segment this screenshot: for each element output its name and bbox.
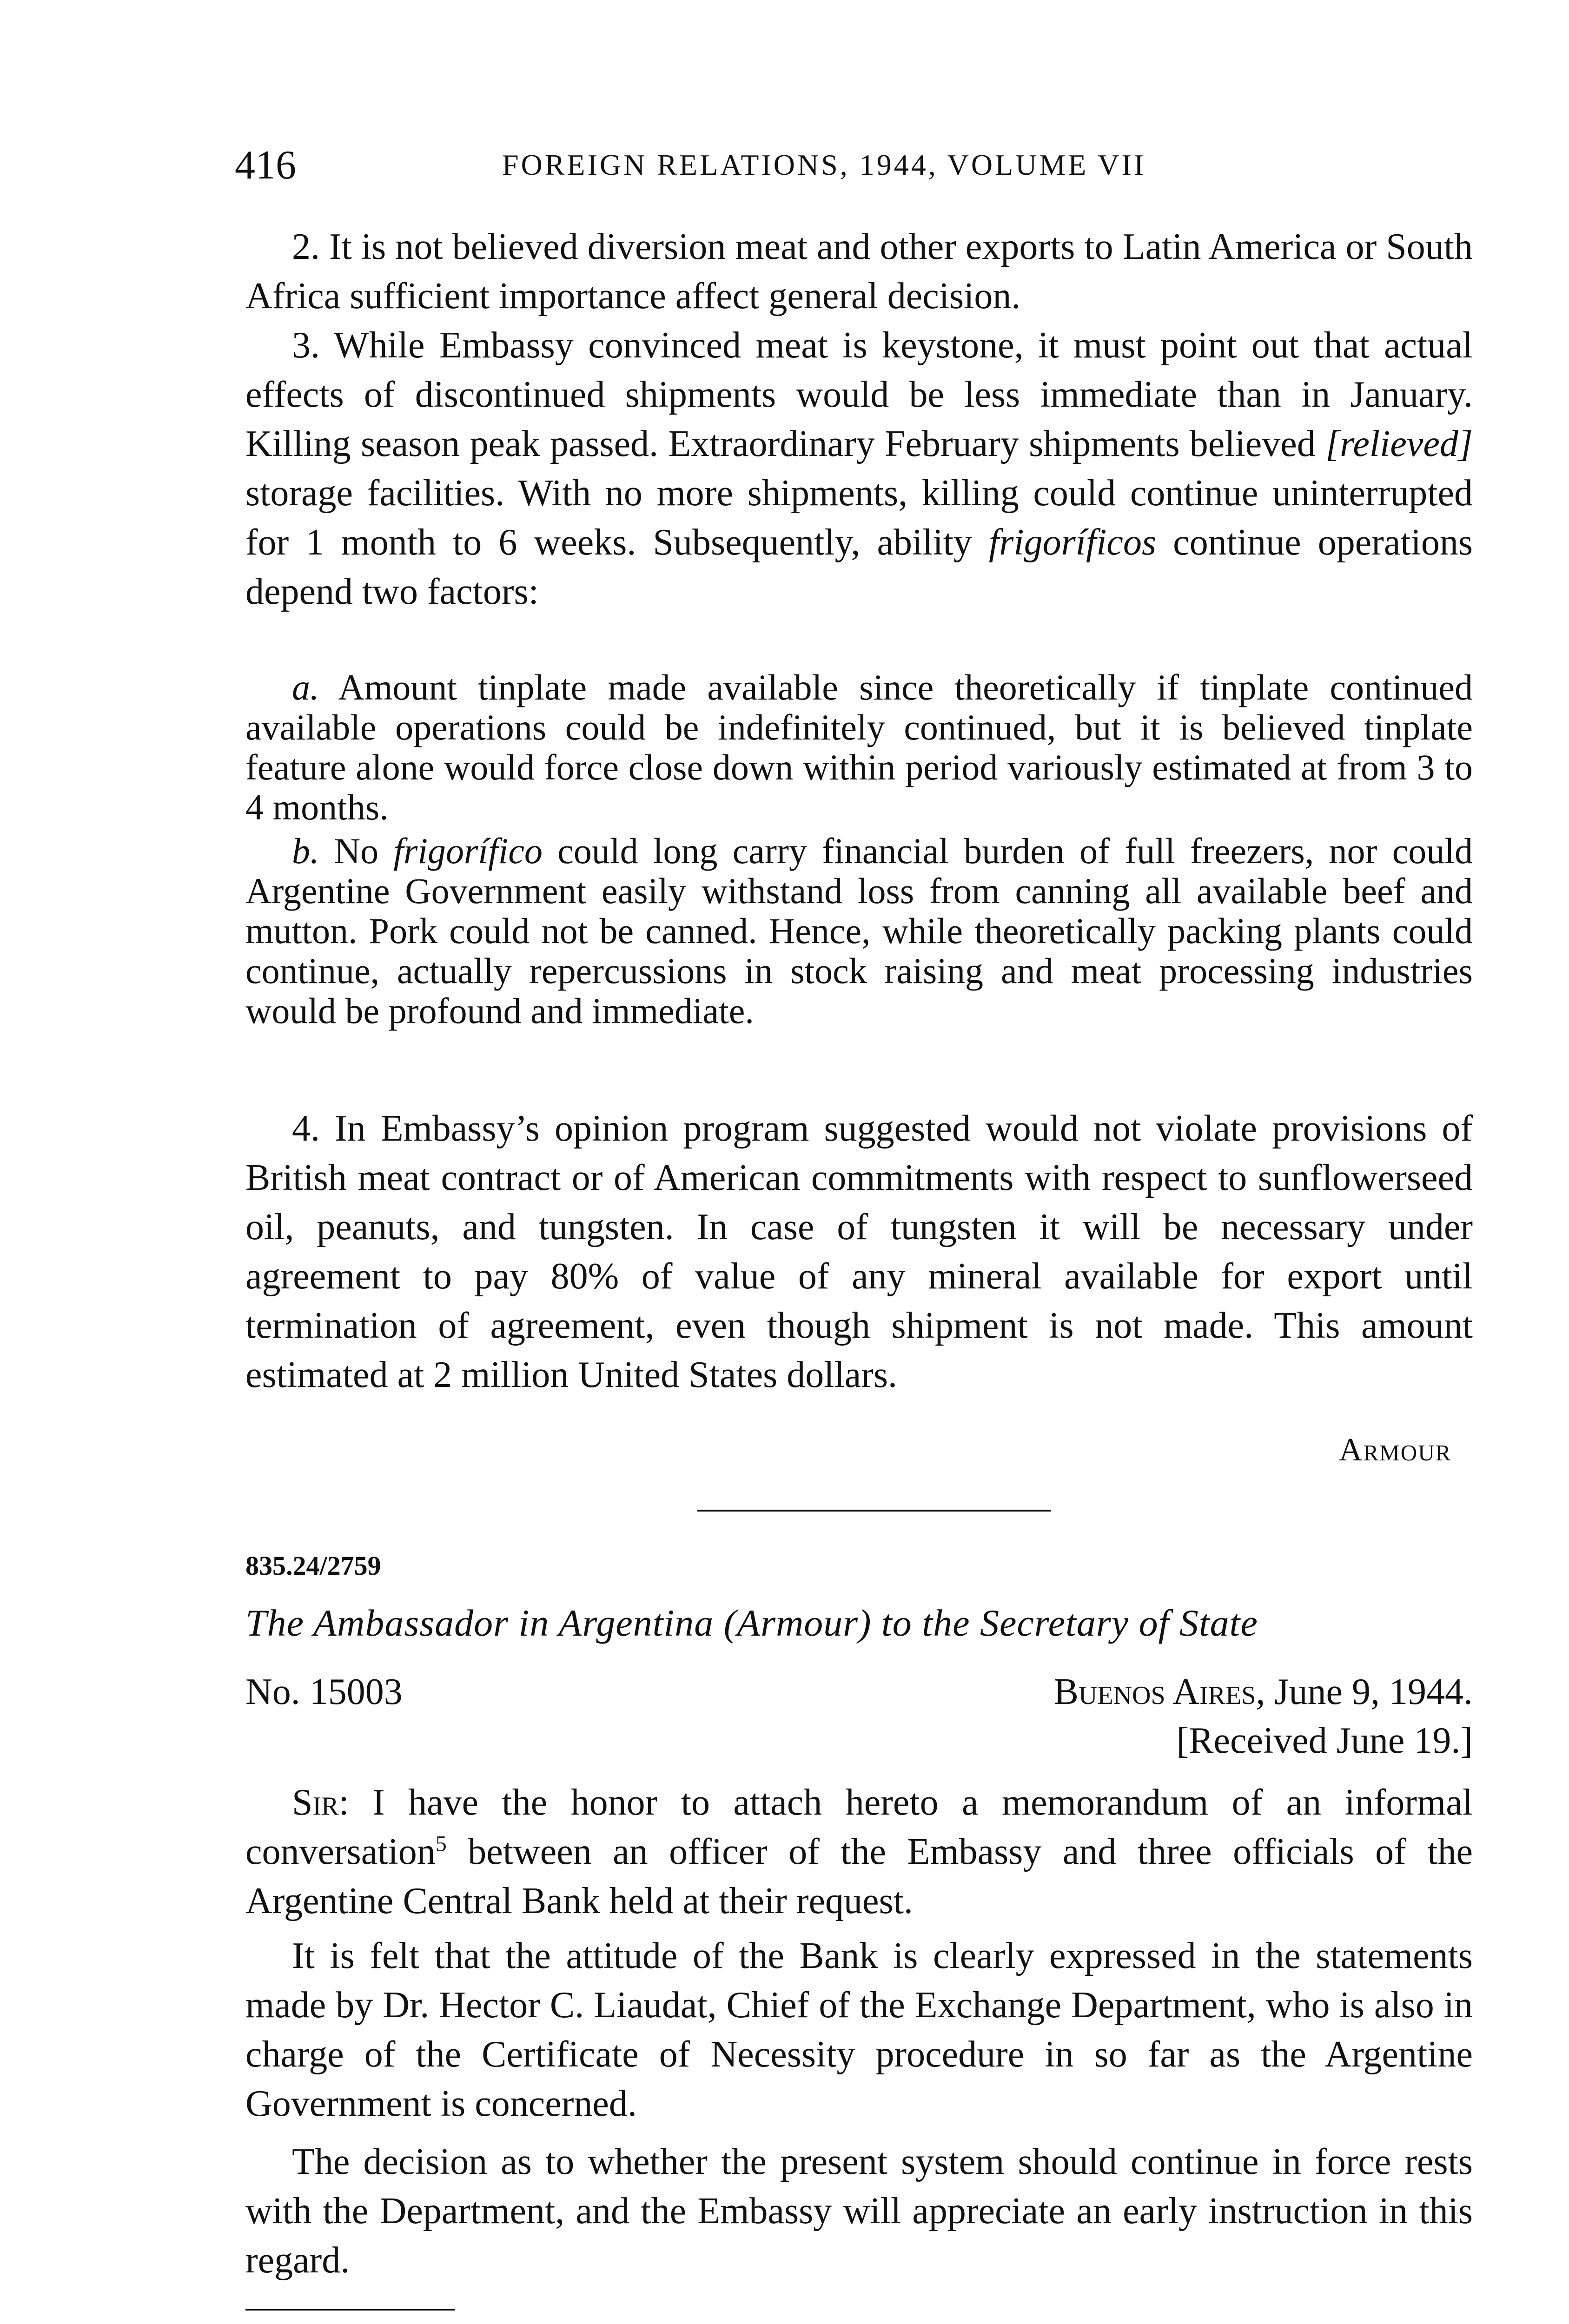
place-and-date xyxy=(1054,1671,1473,1713)
received-date: [Received June 19.] xyxy=(1176,1720,1473,1761)
running-title: FOREIGN RELATIONS, 1944, VOLUME VII xyxy=(502,148,1146,181)
paragraph-4: 4. In Embassy’s opinion program suggested would not violate provisions of British meat contract or of American commitments with respect to sunflowerseed oil, peanuts, and tungsten. In case of tungsten it will be necessary under agreement to pay 80% of value of any mineral available for export until termination of agreement, even though shipment is not made. This amount estimated at 2 million United States dollars. xyxy=(245,1108,1473,1395)
page-number: 416 xyxy=(235,143,296,188)
letter-paragraph-1-text-b: between an officer of the Embassy and three officials of the Argentine Central Bank held at their request. xyxy=(245,1831,1473,1921)
footnote-reference[interactable]: 5 xyxy=(435,1831,447,1856)
paragraph-3-text-c: continue operations depend two factors: xyxy=(245,522,1473,612)
paragraph-a-text: Amount tinplate made available since theoretically if tinplate continued available operations could be indefinitely continued, but it is believed tinplate feature alone would force close down within period variously estimated at from 3 to 4 months. xyxy=(245,667,1473,827)
paragraph-3-text-b: storage facilities. With no more shipments, killing could continue uninterrupted for 1 month to 6 weeks. Subsequently, ability xyxy=(245,473,1473,563)
paragraph-3 xyxy=(245,321,1473,616)
footnote-rule xyxy=(245,2309,455,2311)
signature-armour: Armour xyxy=(1339,1432,1452,1468)
frigorifico-term: frigorífico xyxy=(393,831,543,871)
paragraph-b-label: b. xyxy=(292,831,319,871)
letter-date: , June 9, 1944. xyxy=(1256,1671,1473,1712)
paragraph-b-text-a: No xyxy=(319,831,394,871)
place-buenos-aires: Buenos Aires xyxy=(1053,1671,1256,1712)
section-divider xyxy=(697,1510,1051,1512)
letter-paragraph-1 xyxy=(245,1778,1473,1926)
paragraph-a xyxy=(245,667,1473,827)
document-number: No. 15003 xyxy=(245,1671,403,1712)
letter-paragraph-3: The decision as to whether the present system should continue in force rests with the Department, and the Embassy will appreciate an early instruction in this regard. xyxy=(245,2141,1473,2281)
letter-paragraph-1-text-a: : I have the honor to attach hereto a memorandum of an informal conversation xyxy=(245,1782,1473,1872)
paragraph-3-text-a: 3. While Embassy convinced meat is keystone, it must point out that actual effects of discontinued shipments would be less immediate than in January. Killing season peak passed. Extraordinary February shipments believed xyxy=(245,325,1473,464)
paragraph-2: 2. It is not believed diversion meat and other exports to Latin America or South Africa sufficient importance affect general decision. xyxy=(245,226,1473,317)
paragraph-b xyxy=(245,831,1473,1031)
letter-paragraph-2: It is felt that the attitude of the Bank is clearly expressed in the statements made by Dr. Hector C. Liaudat, Chief of the Exchange Department, who is also in charge of the Certificate of Necessity procedure in so far as the Argentine Government is concerned. xyxy=(245,1935,1473,2124)
paragraph-b-text-b: could long carry financial burden of full freezers, nor could Argentine Government easily withstand loss from canning all available beef and mutton. Pork could not be canned. Hence, while theoretically packing plants could continue, actually repercussions in stock raising and meat processing industries would be profound and immediate. xyxy=(245,831,1473,1031)
document-heading: The Ambassador in Argentina (Armour) to the Secretary of State xyxy=(245,1602,1258,1644)
salutation: Sir xyxy=(292,1782,339,1823)
relieved-insertion: [relieved] xyxy=(1325,423,1473,464)
file-number: 835.24/2759 xyxy=(245,1551,381,1581)
frigorificos-term: frigoríficos xyxy=(989,522,1157,563)
paragraph-a-label: a. xyxy=(292,667,319,707)
